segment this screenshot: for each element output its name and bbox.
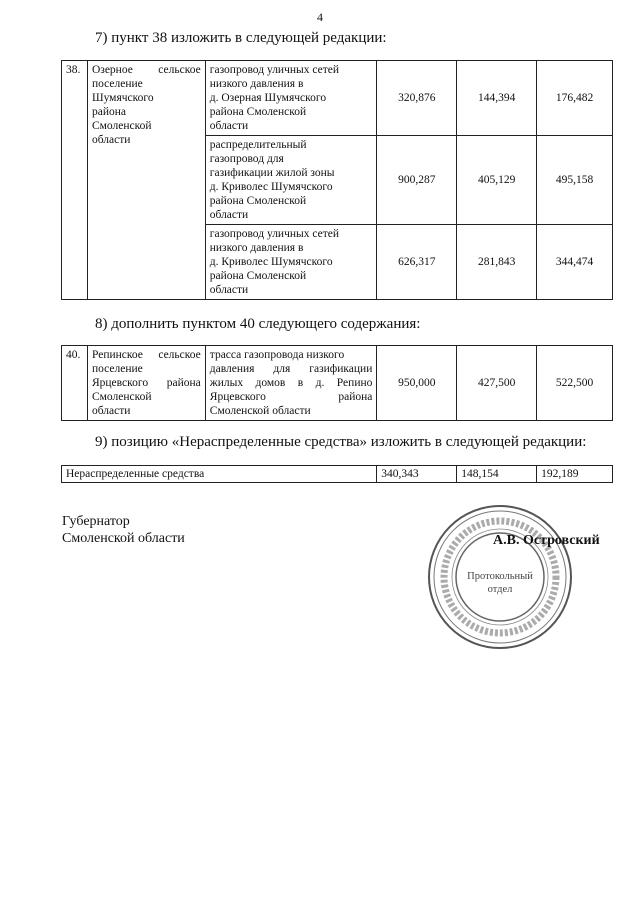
- municipality-line: Репинское сельское: [91, 349, 201, 361]
- value-total: 320,876: [377, 61, 457, 136]
- table-row: [62, 61, 613, 136]
- object-line: трасса газопровода низкого: [209, 349, 345, 361]
- section-8-table: [61, 345, 613, 421]
- object-line: д. Криволес Шумячского: [209, 256, 333, 268]
- object-line: области: [209, 284, 249, 296]
- value-total: 626,317: [377, 225, 457, 300]
- municipality-line: Ярцевского района: [91, 377, 201, 389]
- value-share-2: 344,474: [537, 225, 613, 300]
- stamp-text-line: Протокольный: [467, 571, 533, 582]
- object-line: области: [209, 209, 249, 221]
- stamp-text-line: отдел: [487, 584, 513, 595]
- row-number: 40.: [62, 346, 88, 421]
- row-number: 38.: [62, 61, 88, 300]
- object-line: области: [209, 120, 249, 132]
- municipality-line: Шумячского: [91, 92, 154, 104]
- value-total: 340,343: [377, 466, 457, 483]
- object-line: жилых домов в д. Репино: [209, 377, 373, 389]
- object-line: района Смоленской: [209, 195, 307, 207]
- object-line: района Смоленской: [209, 270, 307, 282]
- object-line: давления для газификации: [209, 363, 373, 375]
- municipality-cell: [87, 61, 205, 300]
- object-line: газификации жилой зоны: [209, 167, 335, 179]
- value-share-1: 144,394: [457, 61, 537, 136]
- object-line: распределительный: [209, 139, 307, 151]
- value-share-1: 281,843: [457, 225, 537, 300]
- value-share-2: 495,158: [537, 136, 613, 225]
- municipality-cell: [87, 346, 205, 421]
- section-9-table: [61, 465, 613, 483]
- signature-name: А.В. Островский: [493, 533, 600, 548]
- object-line: Ярцевского района: [209, 391, 373, 403]
- section-8-heading: 8) дополнить пунктом 40 следующего содержания:: [95, 316, 421, 332]
- object-line: низкого давления в: [209, 242, 304, 254]
- section-7-table: [61, 60, 613, 300]
- municipality-line: области: [91, 134, 131, 146]
- object-line: газопровод уличных сетей: [209, 64, 340, 76]
- municipality-line: района: [91, 106, 127, 118]
- object-line: низкого давления в: [209, 78, 304, 90]
- object-cell: [205, 61, 377, 136]
- value-total: 900,287: [377, 136, 457, 225]
- municipality-line: Смоленской: [91, 120, 152, 132]
- table-row: [62, 466, 613, 483]
- municipality-line: поселение: [91, 363, 143, 375]
- value-share-2: 522,500: [537, 346, 613, 421]
- signature-title-line: Губернатор: [62, 514, 130, 529]
- object-line: газопровод для: [209, 153, 284, 165]
- object-line: района Смоленской: [209, 106, 307, 118]
- value-share-1: 405,129: [457, 136, 537, 225]
- object-line: Смоленской области: [209, 405, 311, 417]
- municipality-line: Озерное сельское: [91, 64, 201, 76]
- municipality-line: поселение: [91, 78, 143, 90]
- municipality-line: Смоленской: [91, 391, 152, 403]
- official-stamp: [425, 502, 575, 652]
- section-7-heading: 7) пункт 38 изложить в следующей редакции:: [95, 30, 387, 46]
- value-share-2: 192,189: [537, 466, 613, 483]
- object-cell: [205, 346, 377, 421]
- table-row: [62, 346, 613, 421]
- page-number: 4: [317, 10, 323, 24]
- object-cell: [205, 136, 377, 225]
- section-9-heading: 9) позицию «Нераспределенные средства» изложить в следующей редакции:: [95, 434, 587, 450]
- value-share-1: 427,500: [457, 346, 537, 421]
- value-share-1: 148,154: [457, 466, 537, 483]
- value-total: 950,000: [377, 346, 457, 421]
- value-share-2: 176,482: [537, 61, 613, 136]
- municipality-line: области: [91, 405, 131, 417]
- object-line: д. Озерная Шумячского: [209, 92, 327, 104]
- object-cell: [205, 225, 377, 300]
- object-line: д. Криволес Шумячского: [209, 181, 333, 193]
- undistributed-label: Нераспределенные средства: [62, 466, 377, 483]
- signature-title-line: Смоленской области: [62, 531, 185, 546]
- signature-title: [62, 513, 185, 547]
- object-line: газопровод уличных сетей: [209, 228, 340, 240]
